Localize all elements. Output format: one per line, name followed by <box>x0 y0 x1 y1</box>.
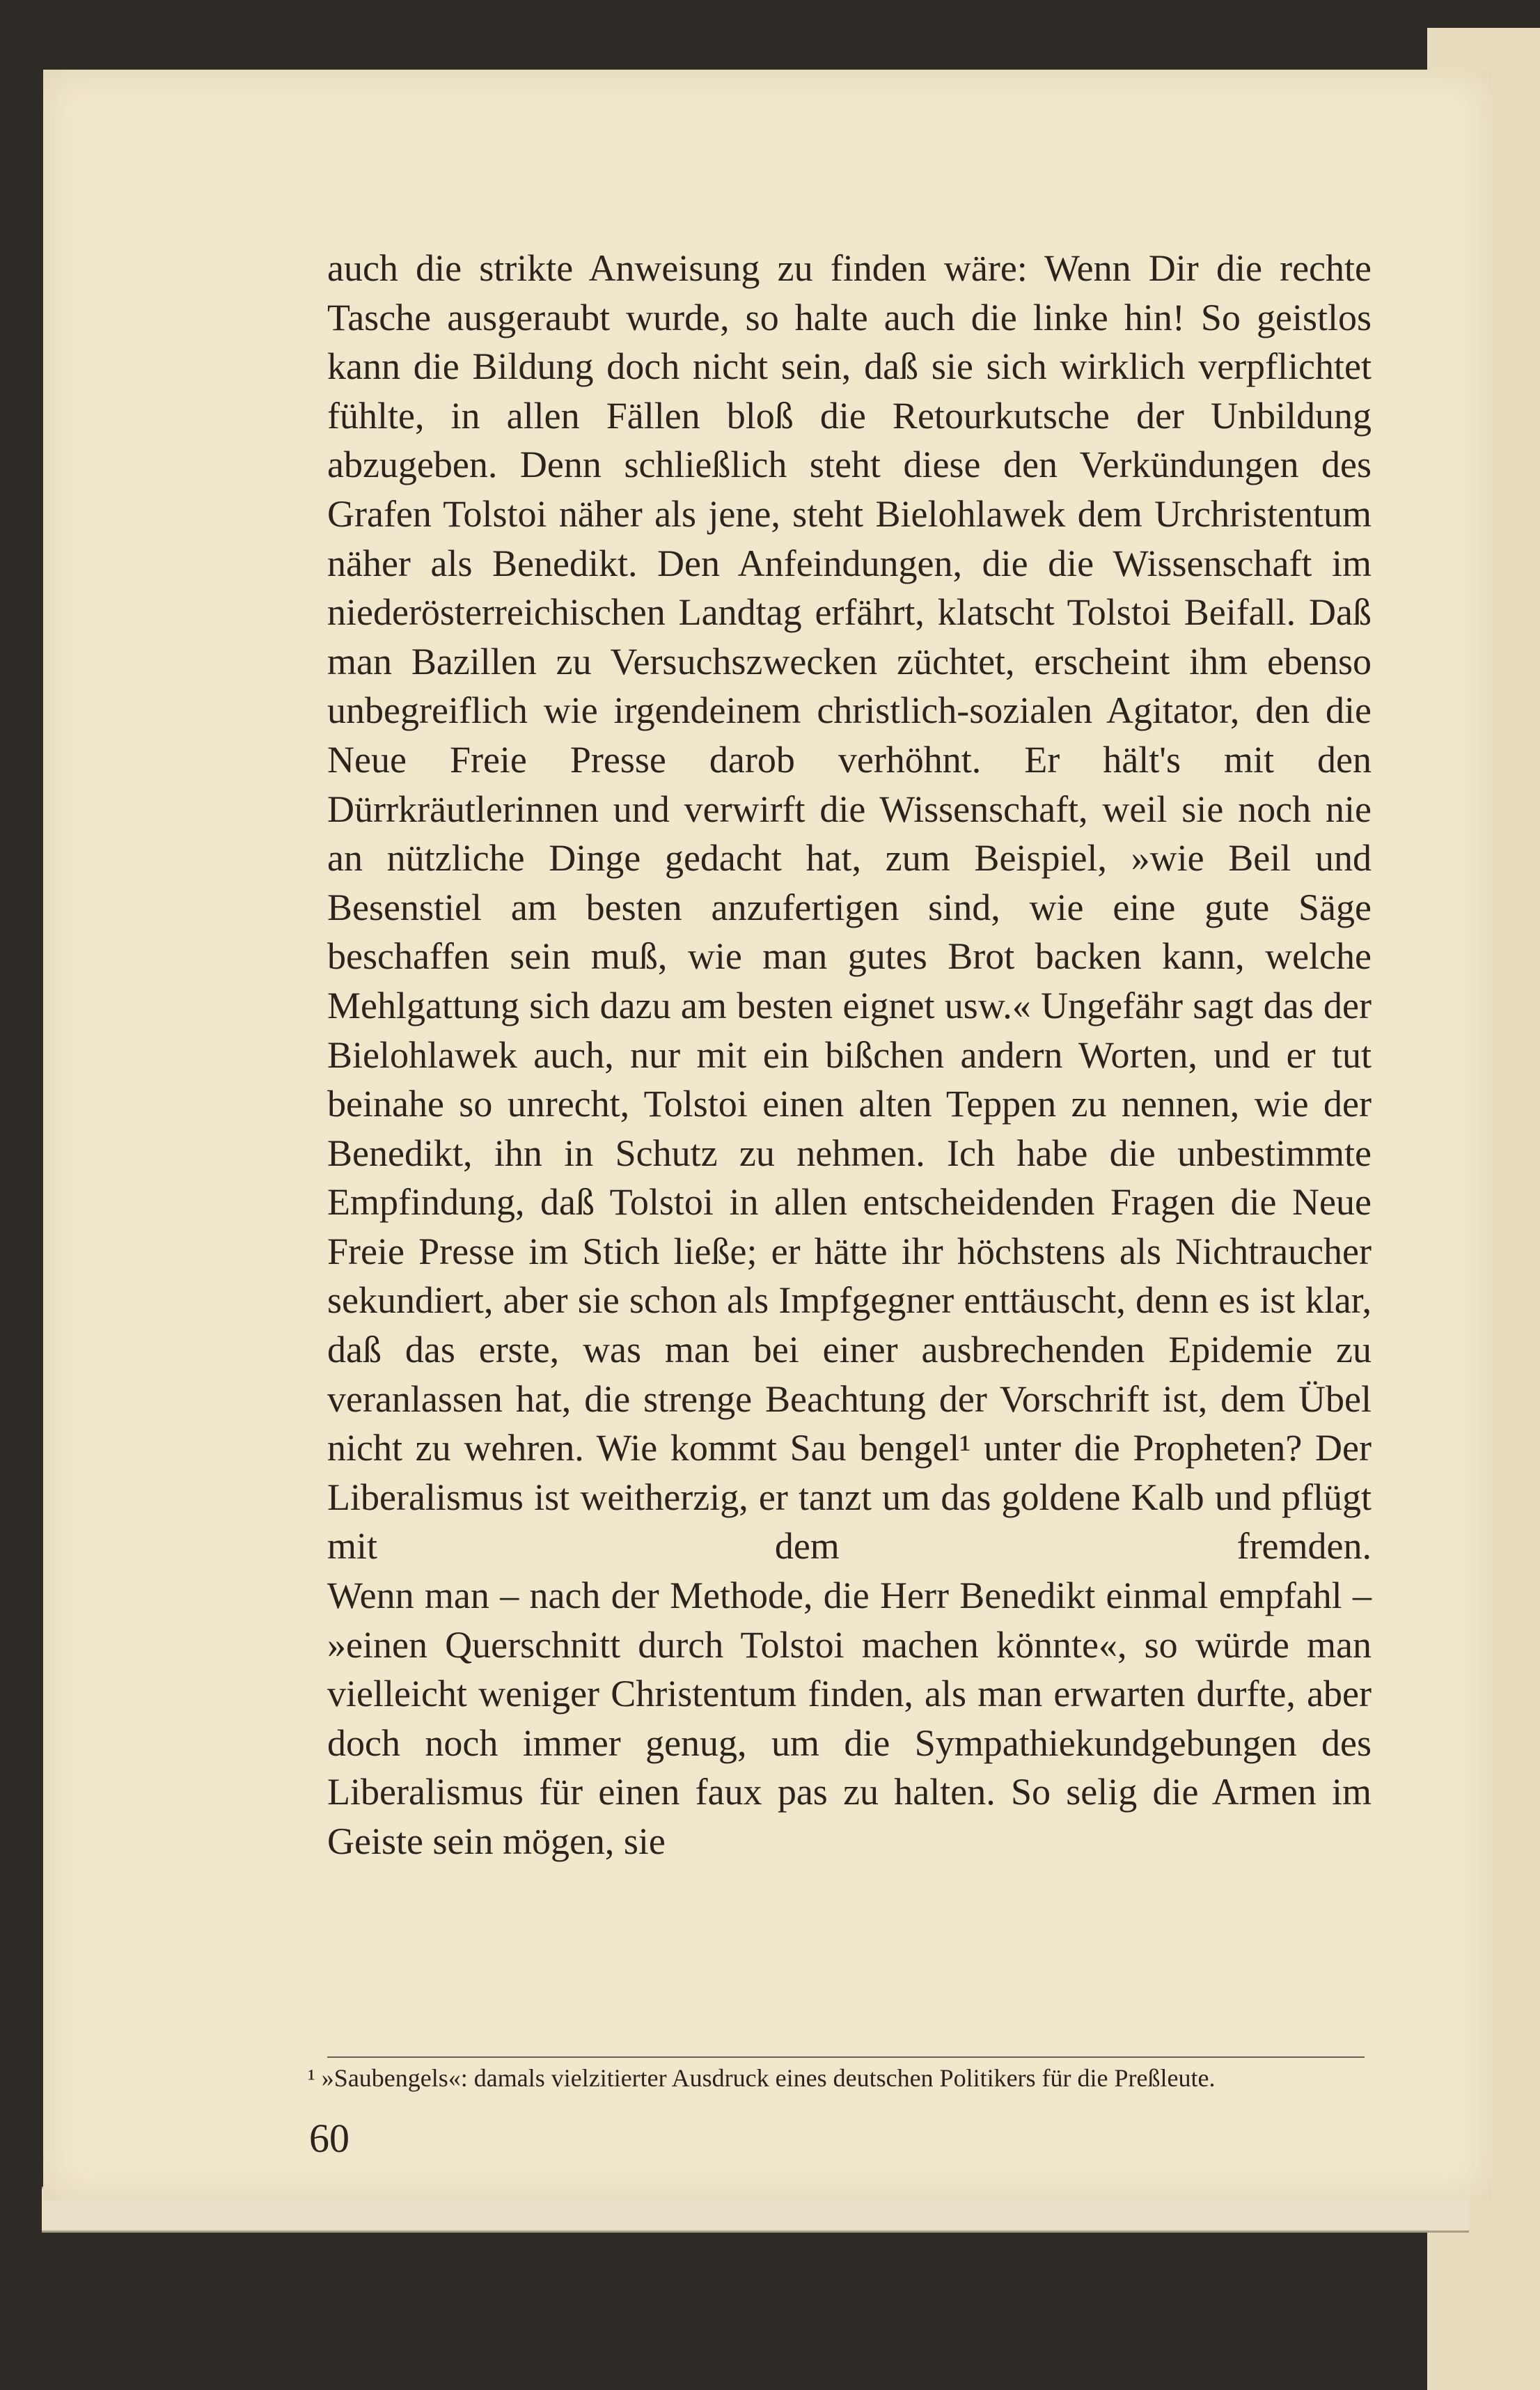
footnote-text: »Saubengels«: damals vielzitierter Ausdruck eines deutschen Politikers für die Preßleute. <box>321 2064 1216 2092</box>
book-page <box>43 70 1491 2201</box>
body-text <box>327 244 1372 1866</box>
paragraph-1: auch die strikte Anweisung zu finden wäre: Wenn Dir die rechte Tasche ausgeraubt wurde, so halte auch die linke hin! So geistlos kann die Bildung doch nicht sein, daß sie sich wirklich verpflichtet fühlte, in allen Fällen bloß die Retourkutsche der Unbildung abzugeben. Denn schließlich steht diese den Verkündungen des Grafen Tolstoi näher als jene, steht Bielohlawek dem Urchristentum näher als Benedikt. Den Anfeindungen, die die Wissenschaft im niederösterreichischen Landtag erfährt, klatscht Tolstoi Beifall. Daß man Bazillen zu Versuchszwecken züchtet, erscheint ihm ebenso unbegreiflich wie irgendeinem christlich-sozialen Agitator, den die Neue Freie Presse darob verhöhnt. Er hält's mit den Dürrkräutlerinnen und verwirft die Wissenschaft, weil sie noch nie an nützliche Dinge gedacht hat, zum Beispiel, »wie Beil und Besenstiel am besten anzufertigen sind, wie eine gute Säge beschaffen sein muß, wie man gutes Brot backen kann, welche Mehlgattung sich dazu am besten eignet usw.« Ungefähr sagt das der Bielohlawek auch, nur mit ein bißchen andern Worten, und er tut beinahe so unrecht, Tolstoi einen alten Teppen zu nennen, wie der Benedikt, ihn in Schutz zu nehmen. Ich habe die unbestimmte Empfindung, daß Tolstoi in allen entscheidenden Fragen die Neue Freie Presse im Stich ließe; er hätte ihr höchstens als Nichtraucher sekundiert, aber sie schon als Impfgegner enttäuscht, denn es ist klar, daß das erste, was man bei einer ausbrechenden Epidemie zu veranlassen hat, die strenge Beachtung der Vorschrift ist, dem Übel nicht zu wehren. Wie kommt Sau bengel¹ unter die Propheten? Der Liberalismus ist weitherzig, er tanzt um das goldene Kalb und pflügt mit dem fremden. <box>327 247 1372 1568</box>
paragraph-2: Wenn man – nach der Methode, die Herr Benedikt einmal empfahl – »einen Querschnitt durch Tolstoi machen könnte«, so würde man vielleicht weniger Christentum finden, als man erwarten durfte, aber doch noch immer genug, um die Sympathiekundgebungen des Liberalismus für einen faux pas zu halten. So selig die Armen im Geiste sein mögen, sie <box>327 1575 1372 1862</box>
footnote-rule <box>327 2056 1365 2058</box>
footnote <box>308 2063 1380 2093</box>
footnote-marker: ¹ <box>308 2064 315 2092</box>
page-number: 60 <box>309 2116 349 2161</box>
